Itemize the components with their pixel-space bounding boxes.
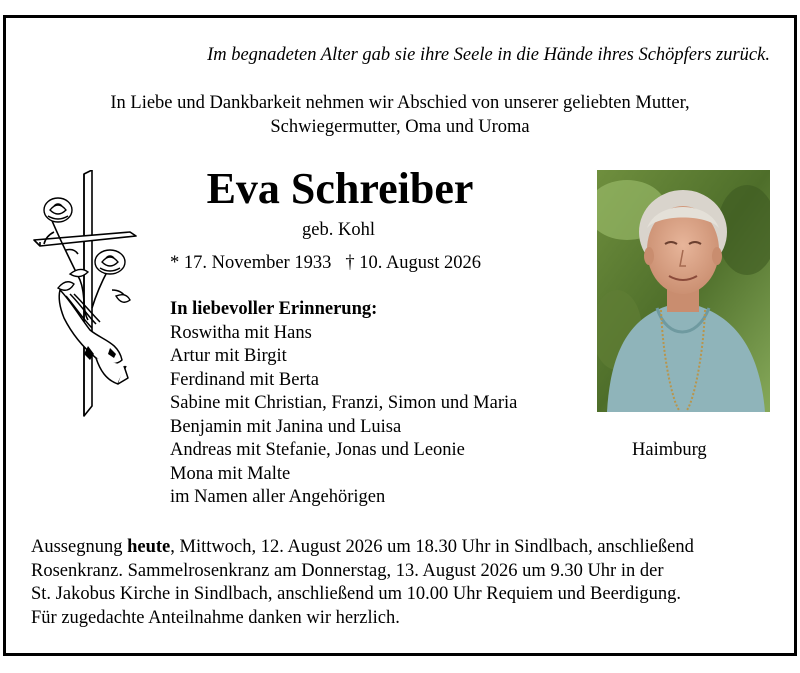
notice-line-1 (31, 536, 694, 560)
motto-line: Im begnadeten Alter gab sie ihre Seele in die Hände ihres Schöpfers zurück. (207, 45, 770, 65)
death-date: † 10. August 2026 (345, 253, 482, 273)
deceased-name: Eva Schreiber (206, 164, 474, 213)
intro-line-1: In Liebe und Dankbarkeit nehmen wir Abschied von unserer geliebten Mutter, (110, 93, 690, 113)
cross-with-roses-icon (30, 170, 140, 420)
mourners-list (170, 298, 517, 510)
mourner-line: Andreas mit Stefanie, Jonas und Leonie (170, 440, 465, 460)
funeral-notice (31, 536, 694, 630)
notice-line-3: St. Jakobus Kirche in Sindlbach, anschließend um 10.00 Uhr Requiem und Beerdigung. (31, 584, 681, 604)
mourner-line: Ferdinand mit Berta (170, 369, 319, 390)
intro-text (0, 91, 800, 139)
notice-line-4: Für zugedachte Anteilnahme danken wir herzlich. (31, 607, 400, 628)
intro-line-2: Schwiegermutter, Oma und Uroma (270, 117, 530, 137)
mourner-line: Mona mit Malte (170, 463, 291, 484)
portrait-photo (597, 170, 770, 412)
mourner-line: Artur mit Birgit (170, 346, 287, 366)
life-dates (170, 253, 481, 274)
notice-prefix: Aussegnung (31, 537, 128, 557)
mourner-line: im Namen aller Angehörigen (170, 487, 386, 507)
notice-today: heute (127, 537, 171, 557)
mourner-line: Roswitha mit Hans (170, 322, 312, 343)
mourner-line: Benjamin mit Janina und Luisa (170, 416, 402, 437)
notice-line-2: Rosenkranz. Sammelrosenkranz am Donnerstag, 13. August 2026 um 9.30 Uhr in der (31, 560, 664, 581)
birth-name: geb. Kohl (302, 220, 375, 240)
birth-date: * 17. November 1933 (170, 253, 332, 273)
mourners-heading: In liebevoller Erinnerung: (170, 299, 378, 319)
notice-suffix: , Mittwoch, 12. August 2026 um 18.30 Uhr in Sindlbach, anschließend (170, 537, 694, 557)
place-name: Haimburg (632, 440, 707, 460)
mourner-line: Sabine mit Christian, Franzi, Simon und Maria (170, 393, 518, 413)
